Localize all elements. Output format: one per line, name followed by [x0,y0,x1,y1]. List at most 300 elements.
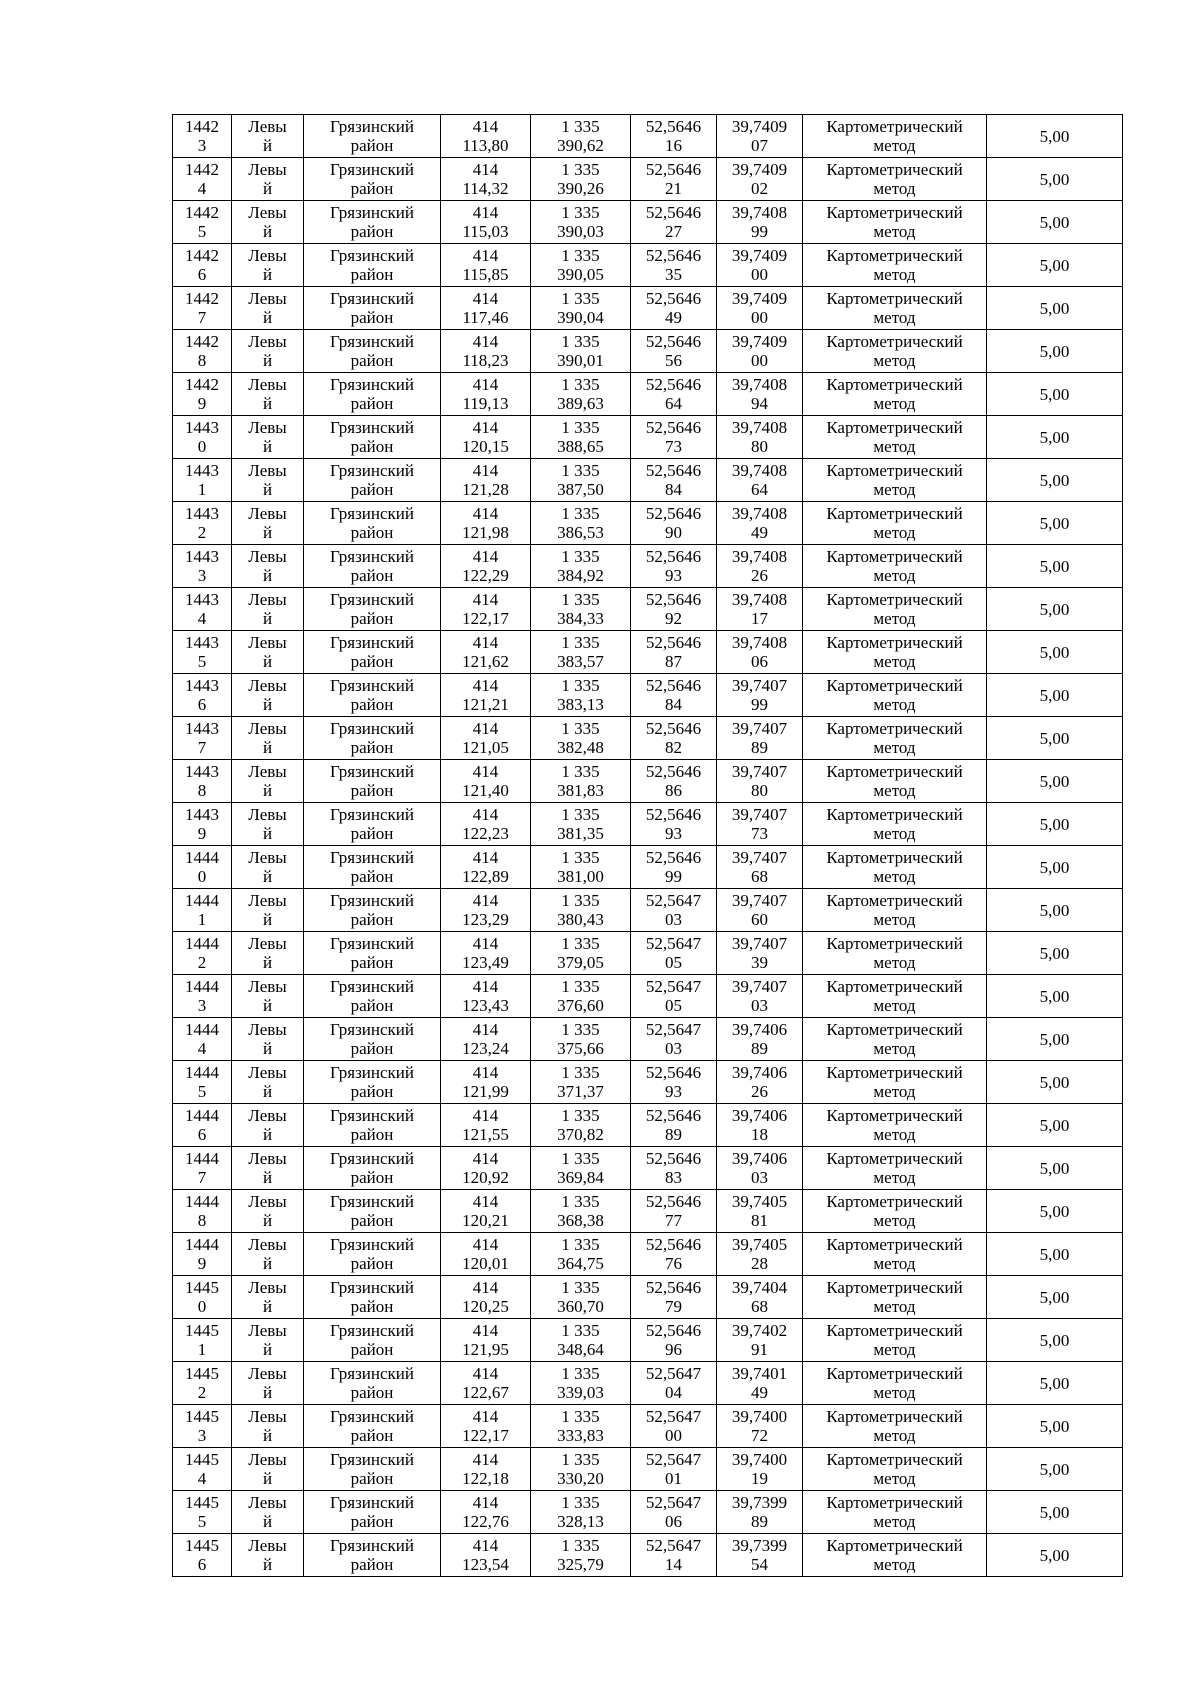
point-number-cell [173,502,232,545]
side-cell-line: й [262,394,273,413]
y-coordinate-cell [531,932,631,975]
y-coordinate-cell [531,760,631,803]
latitude-cell [631,459,717,502]
point-number-cell-line: 1444 [185,1149,219,1168]
y-coordinate-cell-line: 1 335 [561,1106,600,1125]
accuracy-cell: 5,00 [987,1362,1123,1405]
y-coordinate-cell-line: 1 335 [561,1063,600,1082]
method-cell-line: метод [873,1340,916,1359]
x-coordinate-cell-line: 122,67 [462,1383,509,1402]
point-number-cell-line: 1444 [185,1020,219,1039]
longitude-cell-line: 39,7405 [731,1235,788,1254]
side-cell-line: Левы [248,246,287,265]
x-coordinate-cell [441,158,531,201]
method-cell-line: метод [873,910,916,929]
y-coordinate-cell-line: 1 335 [561,977,600,996]
latitude-cell-line: 64 [665,394,682,413]
latitude-cell-line: 92 [665,609,682,628]
side-cell-line: й [262,953,273,972]
x-coordinate-cell [441,760,531,803]
latitude-cell-line: 05 [665,953,682,972]
side-cell [232,1534,304,1577]
y-coordinate-cell [531,1104,631,1147]
y-coordinate-cell [531,1534,631,1577]
longitude-cell-line: 39,7407 [731,762,788,781]
district-cell [304,1233,441,1276]
point-number-cell [173,803,232,846]
point-number-cell-line: 1444 [185,977,219,996]
y-coordinate-cell [531,717,631,760]
point-number-cell-line: 7 [197,1168,207,1187]
y-coordinate-cell-line: 1 335 [561,1493,600,1512]
latitude-cell-line: 76 [665,1254,682,1273]
point-number-cell-line: 1445 [185,1364,219,1383]
side-cell-line: Левы [248,633,287,652]
point-number-cell [173,416,232,459]
longitude-cell [717,1104,803,1147]
longitude-cell-line: 80 [751,781,768,800]
side-cell-line: й [262,1168,273,1187]
latitude-cell-line: 06 [665,1512,682,1531]
x-coordinate-cell-line: 414 [472,117,499,136]
longitude-cell [717,115,803,158]
longitude-cell-line: 39,7407 [731,934,788,953]
latitude-cell-line: 03 [665,1039,682,1058]
district-cell-line: район [350,351,394,370]
y-coordinate-cell [531,287,631,330]
latitude-cell-line: 77 [665,1211,682,1230]
side-cell-line: Левы [248,1407,287,1426]
accuracy-cell: 5,00 [987,717,1123,760]
side-cell [232,1276,304,1319]
x-coordinate-cell-line: 414 [472,1020,499,1039]
district-cell [304,631,441,674]
table-row [173,330,1123,373]
x-coordinate-cell-line: 115,85 [462,265,509,284]
accuracy-cell: 5,00 [987,1319,1123,1362]
longitude-cell-line: 28 [751,1254,768,1273]
longitude-cell [717,1448,803,1491]
side-cell-line: Левы [248,418,287,437]
district-cell-line: Грязинский [330,1192,414,1211]
district-cell-line: Грязинский [330,246,414,265]
latitude-cell-line: 52,5646 [645,848,702,867]
x-coordinate-cell [441,674,531,717]
district-cell [304,1190,441,1233]
latitude-cell [631,545,717,588]
point-number-cell-line: 1 [197,910,207,929]
side-cell [232,244,304,287]
x-coordinate-cell-line: 118,23 [462,351,509,370]
district-cell-line: Грязинский [330,461,414,480]
method-cell-line: метод [873,738,916,757]
point-number-cell-line: 1443 [185,590,219,609]
x-coordinate-cell-line: 121,28 [462,480,509,499]
latitude-cell [631,588,717,631]
accuracy-cell: 5,00 [987,115,1123,158]
method-cell-line: Картометрический [826,332,963,351]
latitude-cell-line: 86 [665,781,682,800]
point-number-cell-line: 1443 [185,504,219,523]
district-cell-line: район [350,1254,394,1273]
latitude-cell-line: 52,5646 [645,719,702,738]
point-number-cell-line: 1442 [185,332,219,351]
point-number-cell [173,588,232,631]
side-cell-line: Левы [248,289,287,308]
table-row [173,1362,1123,1405]
side-cell-line: й [262,609,273,628]
x-coordinate-cell-line: 414 [472,160,499,179]
point-number-cell-line: 1442 [185,246,219,265]
y-coordinate-cell-line: 369,84 [557,1168,604,1187]
method-cell [803,158,987,201]
point-number-cell-line: 1444 [185,1063,219,1082]
accuracy-cell: 5,00 [987,674,1123,717]
district-cell-line: район [350,1426,394,1445]
latitude-cell-line: 52,5646 [645,633,702,652]
longitude-cell-line: 39,7407 [731,805,788,824]
table-row [173,889,1123,932]
side-cell-line: й [262,1039,273,1058]
accuracy-cell: 5,00 [987,803,1123,846]
longitude-cell-line: 39,7408 [731,375,788,394]
latitude-cell-line: 93 [665,824,682,843]
method-cell [803,201,987,244]
longitude-cell-line: 68 [751,867,768,886]
latitude-cell-line: 52,5647 [645,1450,702,1469]
longitude-cell [717,846,803,889]
y-coordinate-cell-line: 1 335 [561,1364,600,1383]
table-row [173,1448,1123,1491]
y-coordinate-cell-line: 390,26 [557,179,604,198]
accuracy-cell: 5,00 [987,373,1123,416]
longitude-cell-line: 39,7406 [731,1020,788,1039]
side-cell [232,674,304,717]
x-coordinate-cell [441,803,531,846]
method-cell-line: метод [873,351,916,370]
point-number-cell-line: 1444 [185,1192,219,1211]
x-coordinate-cell-line: 414 [472,203,499,222]
latitude-cell-line: 52,5647 [645,1364,702,1383]
accuracy-cell: 5,00 [987,502,1123,545]
point-number-cell-line: 1443 [185,461,219,480]
x-coordinate-cell-line: 414 [472,1407,499,1426]
district-cell [304,846,441,889]
latitude-cell-line: 05 [665,996,682,1015]
latitude-cell [631,846,717,889]
latitude-cell [631,1276,717,1319]
x-coordinate-cell [441,330,531,373]
table-row [173,1233,1123,1276]
y-coordinate-cell [531,373,631,416]
latitude-cell [631,244,717,287]
district-cell-line: район [350,738,394,757]
method-cell [803,1319,987,1362]
district-cell-line: Грязинский [330,977,414,996]
method-cell [803,760,987,803]
method-cell-line: метод [873,394,916,413]
x-coordinate-cell-line: 120,92 [462,1168,509,1187]
y-coordinate-cell-line: 390,03 [557,222,604,241]
longitude-cell-line: 39,7406 [731,1106,788,1125]
point-number-cell-line: 1443 [185,633,219,652]
longitude-cell-line: 39,7407 [731,676,788,695]
longitude-cell-line: 00 [751,351,768,370]
point-number-cell-line: 0 [197,867,207,886]
point-number-cell-line: 2 [197,953,207,972]
x-coordinate-cell-line: 414 [472,1450,499,1469]
point-number-cell [173,631,232,674]
point-number-cell-line: 1443 [185,719,219,738]
method-cell [803,1276,987,1319]
x-coordinate-cell-line: 120,01 [462,1254,509,1273]
side-cell [232,1319,304,1362]
y-coordinate-cell [531,201,631,244]
table-row [173,201,1123,244]
district-cell-line: район [350,1125,394,1144]
longitude-cell [717,588,803,631]
y-coordinate-cell-line: 370,82 [557,1125,604,1144]
latitude-cell-line: 00 [665,1426,682,1445]
y-coordinate-cell-line: 382,48 [557,738,604,757]
district-cell-line: Грязинский [330,1364,414,1383]
method-cell [803,545,987,588]
method-cell-line: метод [873,1555,916,1574]
district-cell-line: Грязинский [330,590,414,609]
y-coordinate-cell-line: 381,00 [557,867,604,886]
side-cell [232,631,304,674]
x-coordinate-cell [441,545,531,588]
district-cell [304,1147,441,1190]
point-number-cell [173,975,232,1018]
method-cell-line: Картометрический [826,1192,963,1211]
side-cell-line: й [262,136,273,155]
method-cell [803,502,987,545]
side-cell [232,1362,304,1405]
district-cell-line: Грязинский [330,1278,414,1297]
longitude-cell-line: 39,7409 [731,332,788,351]
longitude-cell [717,1491,803,1534]
point-number-cell [173,1319,232,1362]
district-cell-line: район [350,308,394,327]
method-cell [803,631,987,674]
point-number-cell-line: 1 [197,1340,207,1359]
district-cell [304,459,441,502]
longitude-cell [717,803,803,846]
longitude-cell-line: 26 [751,1082,768,1101]
longitude-cell-line: 39,7409 [731,246,788,265]
longitude-cell-line: 39,7407 [731,848,788,867]
district-cell-line: Грязинский [330,1450,414,1469]
method-cell-line: метод [873,953,916,972]
side-cell-line: Левы [248,1493,287,1512]
method-cell-line: Картометрический [826,1536,963,1555]
y-coordinate-cell-line: 325,79 [557,1555,604,1574]
accuracy-cell: 5,00 [987,1190,1123,1233]
side-cell-line: й [262,867,273,886]
accuracy-cell: 5,00 [987,846,1123,889]
x-coordinate-cell-line: 121,99 [462,1082,509,1101]
point-number-cell-line: 7 [197,308,207,327]
district-cell [304,588,441,631]
method-cell [803,416,987,459]
side-cell-line: Левы [248,934,287,953]
point-number-cell-line: 9 [197,394,207,413]
district-cell-line: район [350,222,394,241]
side-cell [232,158,304,201]
side-cell-line: Левы [248,547,287,566]
method-cell [803,1018,987,1061]
x-coordinate-cell-line: 122,29 [462,566,509,585]
latitude-cell-line: 52,5646 [645,461,702,480]
method-cell-line: Картометрический [826,1321,963,1340]
point-number-cell-line: 1445 [185,1278,219,1297]
longitude-cell-line: 89 [751,1512,768,1531]
district-cell-line: район [350,179,394,198]
x-coordinate-cell-line: 414 [472,891,499,910]
side-cell-line: й [262,910,273,929]
method-cell-line: метод [873,222,916,241]
latitude-cell-line: 14 [665,1555,682,1574]
point-number-cell [173,201,232,244]
y-coordinate-cell-line: 333,83 [557,1426,604,1445]
district-cell-line: район [350,910,394,929]
y-coordinate-cell-line: 390,01 [557,351,604,370]
method-cell-line: метод [873,480,916,499]
district-cell-line: Грязинский [330,160,414,179]
y-coordinate-cell-line: 1 335 [561,375,600,394]
longitude-cell [717,502,803,545]
point-number-cell-line: 5 [197,1512,207,1531]
x-coordinate-cell [441,416,531,459]
y-coordinate-cell [531,631,631,674]
x-coordinate-cell-line: 414 [472,1493,499,1512]
district-cell-line: район [350,695,394,714]
accuracy-cell: 5,00 [987,588,1123,631]
point-number-cell-line: 6 [197,1555,207,1574]
method-cell-line: Картометрический [826,1364,963,1383]
y-coordinate-cell-line: 381,35 [557,824,604,843]
longitude-cell [717,1061,803,1104]
side-cell-line: Левы [248,504,287,523]
method-cell [803,803,987,846]
y-coordinate-cell-line: 348,64 [557,1340,604,1359]
table-row [173,631,1123,674]
method-cell-line: метод [873,824,916,843]
method-cell [803,1491,987,1534]
latitude-cell-line: 96 [665,1340,682,1359]
longitude-cell-line: 39,7399 [731,1493,788,1512]
x-coordinate-cell [441,287,531,330]
district-cell-line: Грязинский [330,1020,414,1039]
district-cell [304,1319,441,1362]
method-cell-line: Картометрический [826,977,963,996]
method-cell-line: метод [873,695,916,714]
latitude-cell-line: 35 [665,265,682,284]
y-coordinate-cell [531,1190,631,1233]
point-number-cell-line: 4 [197,1469,207,1488]
side-cell [232,889,304,932]
longitude-cell [717,1319,803,1362]
method-cell [803,287,987,330]
point-number-cell-line: 9 [197,824,207,843]
table-row [173,1319,1123,1362]
x-coordinate-cell [441,1448,531,1491]
table-row [173,1190,1123,1233]
latitude-cell-line: 52,5647 [645,934,702,953]
accuracy-cell: 5,00 [987,1448,1123,1491]
latitude-cell [631,932,717,975]
method-cell [803,1362,987,1405]
side-cell-line: й [262,695,273,714]
side-cell [232,373,304,416]
latitude-cell-line: 52,5646 [645,805,702,824]
side-cell-line: й [262,824,273,843]
point-number-cell-line: 8 [197,1211,207,1230]
district-cell-line: Грязинский [330,203,414,222]
side-cell-line: Левы [248,676,287,695]
longitude-cell [717,1233,803,1276]
y-coordinate-cell-line: 390,62 [557,136,604,155]
longitude-cell-line: 39,7409 [731,117,788,136]
longitude-cell [717,674,803,717]
point-number-cell-line: 4 [197,609,207,628]
x-coordinate-cell-line: 123,29 [462,910,509,929]
point-number-cell-line: 1445 [185,1493,219,1512]
latitude-cell-line: 52,5646 [645,504,702,523]
x-coordinate-cell [441,889,531,932]
latitude-cell-line: 79 [665,1297,682,1316]
side-cell-line: й [262,1383,273,1402]
point-number-cell [173,846,232,889]
side-cell-line: Левы [248,1321,287,1340]
district-cell-line: район [350,523,394,542]
district-cell-line: район [350,953,394,972]
latitude-cell [631,1018,717,1061]
side-cell-line: й [262,1211,273,1230]
longitude-cell-line: 89 [751,1039,768,1058]
x-coordinate-cell-line: 414 [472,719,499,738]
method-cell-line: Картометрический [826,1020,963,1039]
point-number-cell [173,1018,232,1061]
point-number-cell-line: 1444 [185,891,219,910]
side-cell [232,1405,304,1448]
y-coordinate-cell [531,1147,631,1190]
side-cell-line: Левы [248,1450,287,1469]
district-cell [304,1061,441,1104]
district-cell-line: район [350,136,394,155]
point-number-cell [173,760,232,803]
longitude-cell-line: 39,7407 [731,719,788,738]
y-coordinate-cell-line: 384,33 [557,609,604,628]
accuracy-cell: 5,00 [987,459,1123,502]
longitude-cell-line: 39,7400 [731,1450,788,1469]
x-coordinate-cell-line: 123,24 [462,1039,509,1058]
y-coordinate-cell-line: 1 335 [561,1149,600,1168]
latitude-cell-line: 93 [665,1082,682,1101]
x-coordinate-cell [441,846,531,889]
side-cell-line: й [262,1297,273,1316]
point-number-cell-line: 0 [197,437,207,456]
table-row [173,1061,1123,1104]
longitude-cell-line: 26 [751,566,768,585]
longitude-cell-line: 99 [751,695,768,714]
district-cell [304,975,441,1018]
district-cell-line: Грязинский [330,117,414,136]
method-cell [803,1104,987,1147]
coordinates-table [172,114,1123,1577]
y-coordinate-cell-line: 339,03 [557,1383,604,1402]
